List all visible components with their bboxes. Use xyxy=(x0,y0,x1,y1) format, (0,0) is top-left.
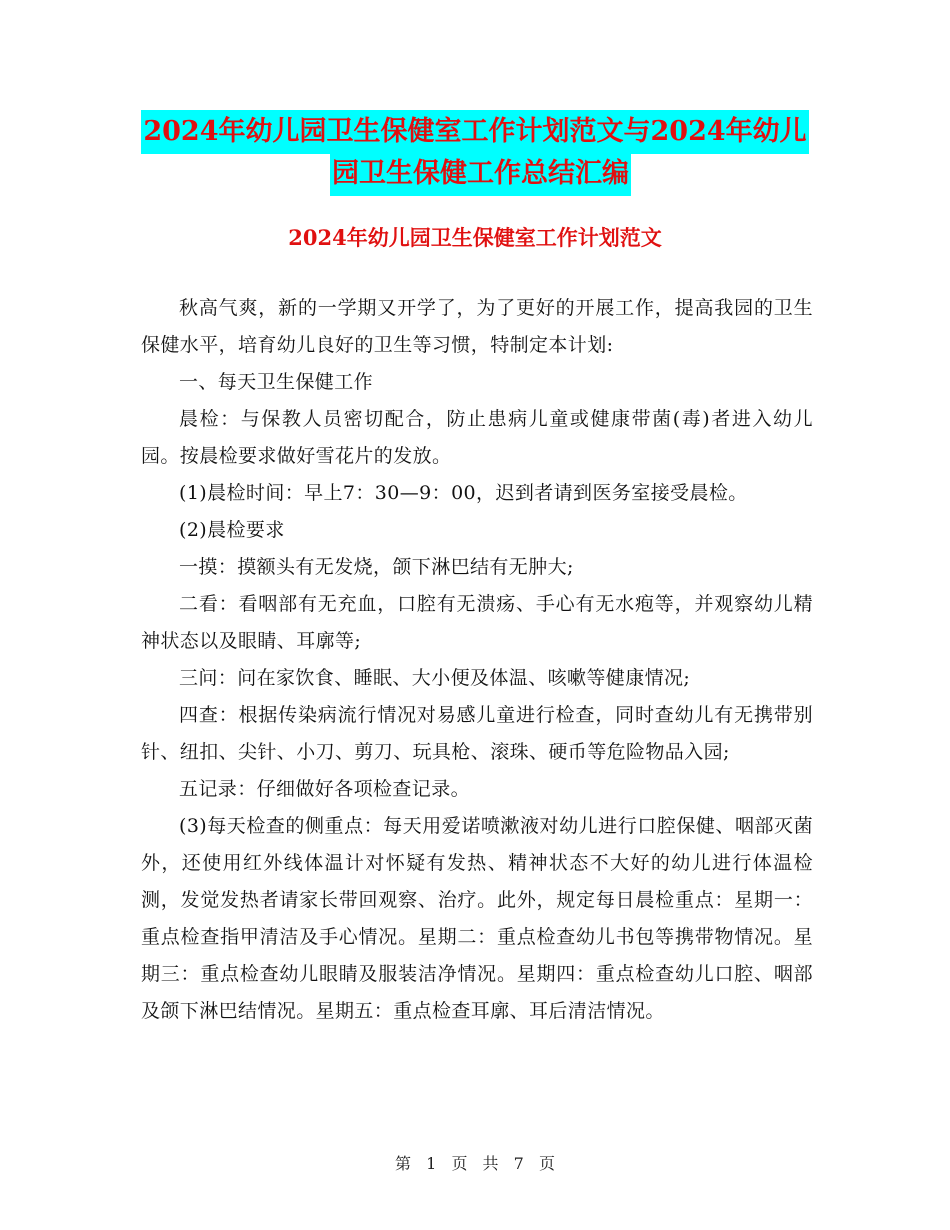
footer-current-page: 1 xyxy=(426,1154,437,1173)
paragraph: (3)每天检查的侧重点：每天用爱诺喷漱液对幼儿进行口腔保健、咽部灭菌外，还使用红外线体温计对怀疑有发热、精神状态不大好的幼儿进行体温检测，发觉发热者请家长带回观察、治疗。此外，规定每日晨检重点：星期一：重点检查指甲清洁及手心情况。星期二：重点检查幼儿书包等携带物情况。星期三：重点检查幼儿眼睛及服装洁净情况。星期四：重点检查幼儿口腔、咽部及颌下淋巴结情况。星期五：重点检查耳廓、耳后清洁情况。 xyxy=(141,815,813,1022)
document-title-line-2 xyxy=(330,152,631,196)
paragraph: 秋高气爽，新的一学期又开学了，为了更好的开展工作，提高我园的卫生保健水平，培育幼儿良好的卫生等习惯，特制定本计划: xyxy=(141,297,813,356)
paragraph: 一、每天卫生保健工作 xyxy=(179,371,374,393)
paragraph: (2)晨检要求 xyxy=(179,519,285,541)
paragraph: 一摸：摸额头有无发烧，颌下淋巴结有无肿大; xyxy=(179,556,574,578)
title-highlight-1: 2024年幼儿园卫生保健室工作计划范文与2024年幼儿 xyxy=(141,110,808,154)
footer-total-pages: 7 xyxy=(513,1154,524,1173)
paragraph: 三问：问在家饮食、睡眠、大小便及体温、咳嗽等健康情况; xyxy=(179,667,691,689)
document-title-line-1 xyxy=(0,110,950,154)
footer-label-ye: 页 xyxy=(451,1154,468,1173)
paragraph: (1)晨检时间：早上7：30—9：00，迟到者请到医务室接受晨检。 xyxy=(179,482,748,504)
paragraph: 晨检：与保教人员密切配合，防止患病儿童或健康带菌(毒)者进入幼儿园。按晨检要求做好雪花片的发放。 xyxy=(141,408,813,467)
section-heading: 2024年幼儿园卫生保健室工作计划范文 xyxy=(288,225,662,250)
page-footer xyxy=(0,1152,950,1176)
body-text xyxy=(141,290,813,1030)
footer-label-ye-2: 页 xyxy=(538,1154,555,1173)
paragraph: 四查：根据传染病流行情况对易感儿童进行检查，同时查幼儿有无携带别针、纽扣、尖针、小刀、剪刀、玩具枪、滚珠、硬币等危险物品入园; xyxy=(141,704,813,763)
title-highlight-2: 园卫生保健工作总结汇编 xyxy=(330,152,631,196)
footer-label-page: 第 xyxy=(395,1154,412,1173)
footer-label-total: 共 xyxy=(482,1154,499,1173)
paragraph: 五记录：仔细做好各项检查记录。 xyxy=(179,778,471,800)
paragraph: 二看：看咽部有无充血，口腔有无溃疡、手心有无水疱等，并观察幼儿精神状态以及眼睛、耳廓等; xyxy=(141,593,813,652)
